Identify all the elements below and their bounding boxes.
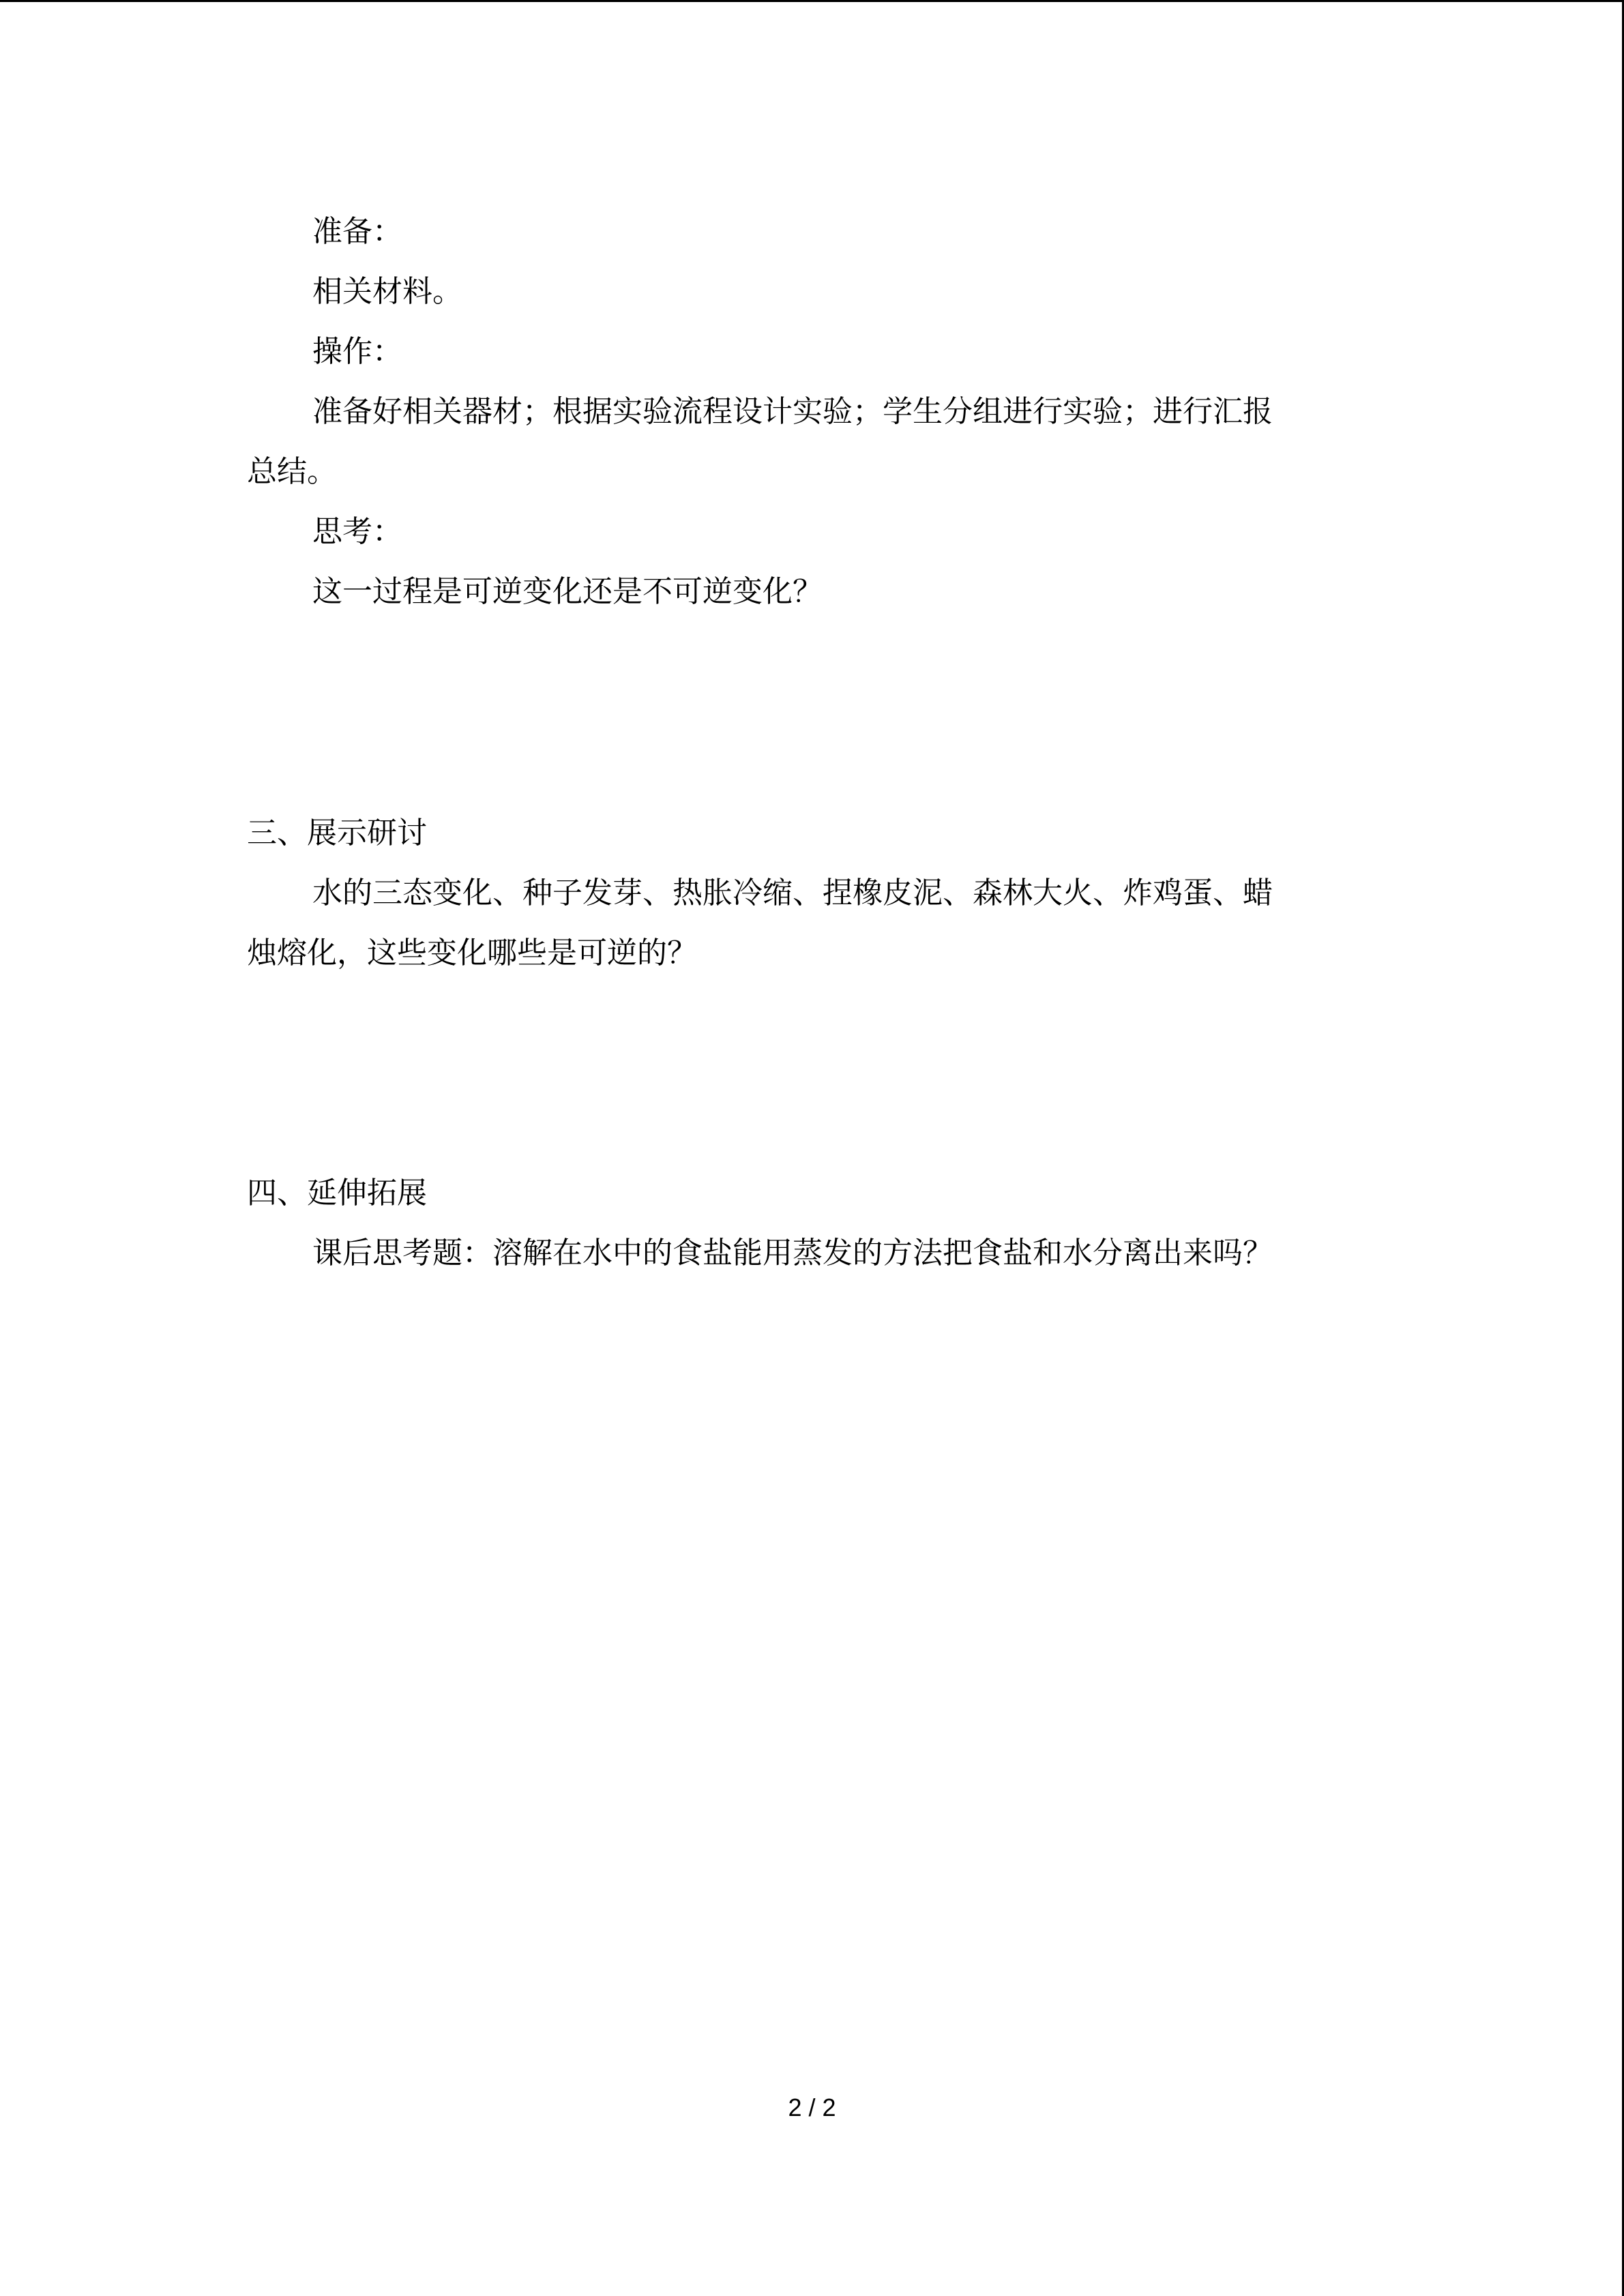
- operation-text-line2: 总结。: [247, 454, 337, 489]
- thinking-heading: 思考：: [312, 514, 402, 549]
- section4-text: 课后思考题：溶解在水中的食盐能用蒸发的方法把食盐和水分离出来吗？: [312, 1236, 1273, 1270]
- thinking-text: 这一过程是可逆变化还是不可逆变化？: [312, 574, 823, 609]
- page-number: 2 / 2: [788, 2093, 836, 2121]
- section3-title: 三、展示研讨: [247, 816, 427, 850]
- operation-text-line1: 准备好相关器材；根据实验流程设计实验；学生分组进行实验；进行汇报: [312, 394, 1273, 429]
- preparation-text: 相关材料。: [312, 274, 462, 309]
- section3-text-line1: 水的三态变化、种子发芽、热胀冷缩、捏橡皮泥、森林大火、炸鸡蛋、蜡: [312, 876, 1273, 910]
- section4-title: 四、延伸拓展: [247, 1176, 427, 1210]
- section3-text-line2: 烛熔化，这些变化哪些是可逆的？: [247, 936, 697, 970]
- preparation-heading: 准备：: [312, 214, 402, 249]
- operation-heading: 操作：: [312, 334, 402, 369]
